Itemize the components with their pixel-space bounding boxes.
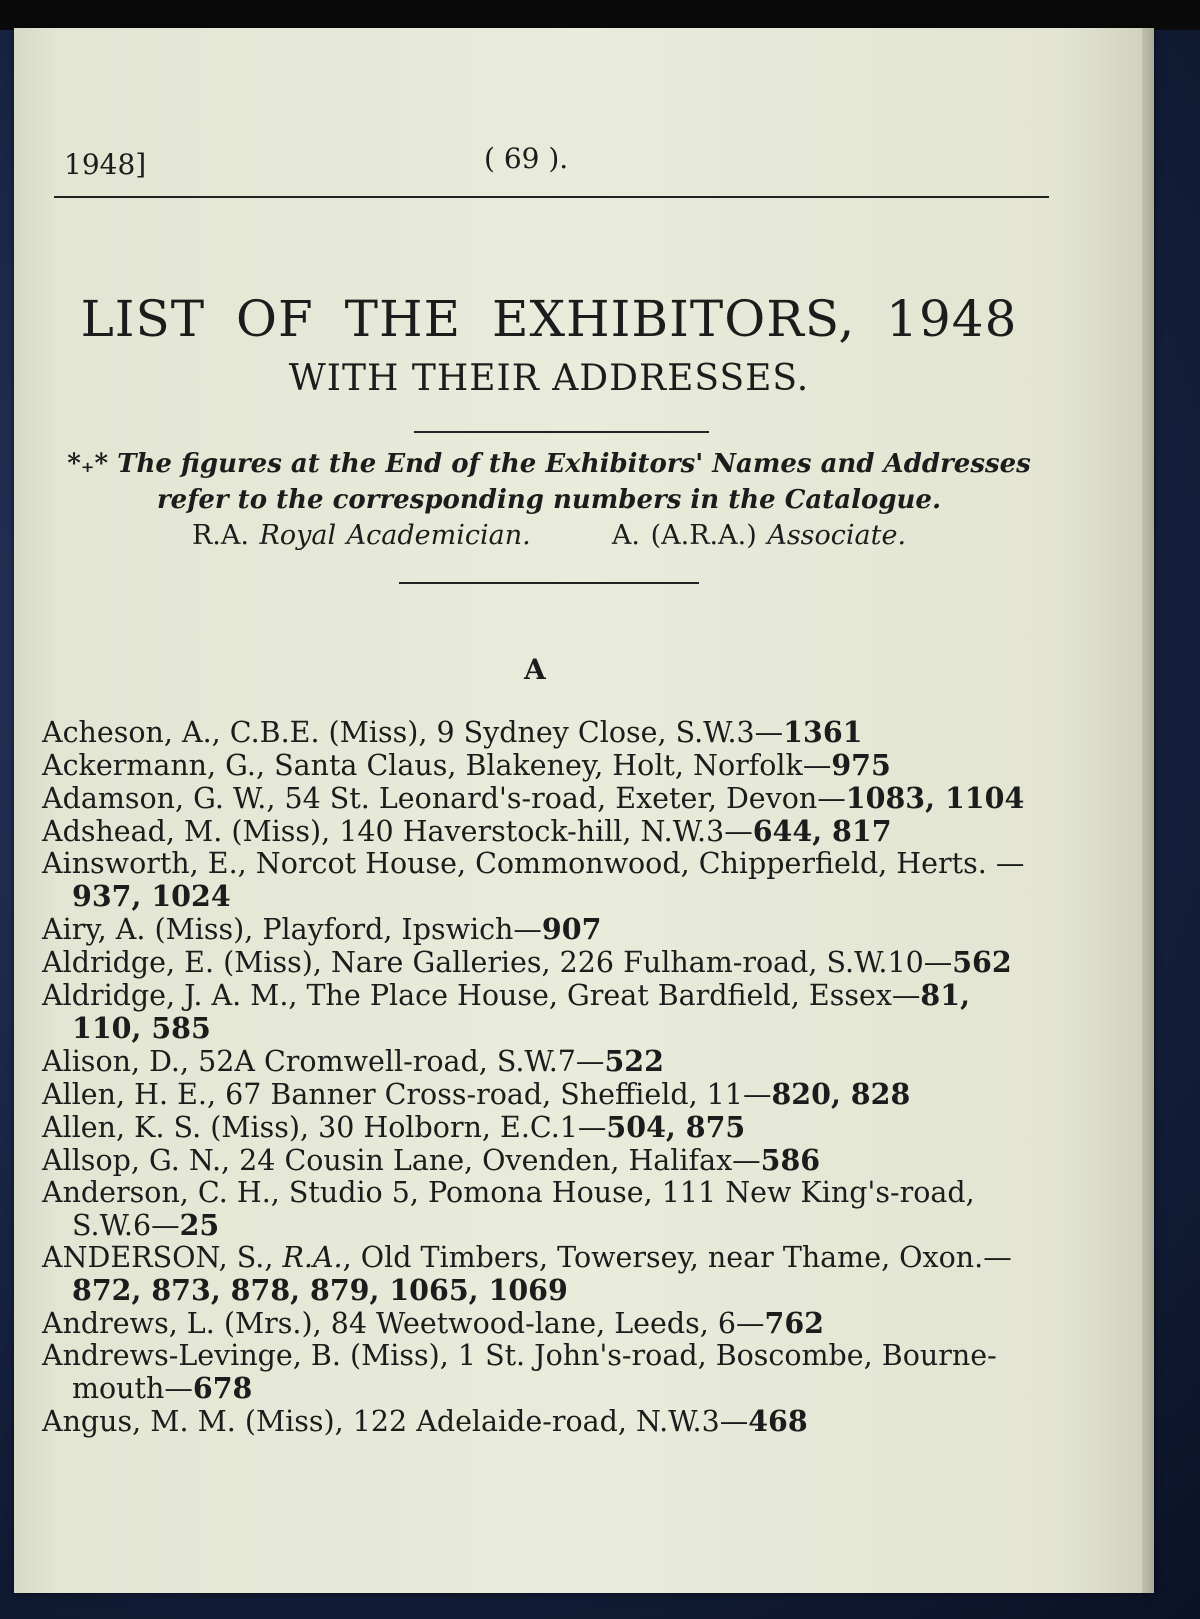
ara-text: Associate. bbox=[767, 520, 907, 551]
exhibitor-entry bbox=[42, 1144, 1042, 1177]
exhibitor-entry bbox=[42, 1307, 1042, 1340]
ra-text: Royal Academician. bbox=[259, 520, 531, 551]
note-line-2: refer to the corresponding numbers in the Catalogue. bbox=[156, 485, 942, 515]
divider-rule-2 bbox=[399, 582, 699, 584]
entry-address: Angus, M. M. (Miss), 122 Adelaide-road, N.W.3— bbox=[42, 1405, 749, 1438]
page-subtitle: WITH THEIR ADDRESSES. bbox=[288, 358, 810, 399]
exhibitor-entry bbox=[42, 848, 1042, 913]
entry-catalogue-numbers: 468 bbox=[748, 1404, 808, 1438]
entry-address: Anderson, C. H., Studio 5, Pomona House, 111 New King's-road, S.W.6— bbox=[42, 1176, 975, 1242]
exhibitor-entry bbox=[42, 815, 1042, 848]
entry-catalogue-numbers: 644, 817 bbox=[752, 814, 892, 848]
page-title: LIST OF THE EXHIBITORS, 1948 bbox=[80, 290, 1018, 348]
entry-address: Allen, H. E., 67 Banner Cross-road, Sheffield, 11— bbox=[42, 1078, 772, 1111]
catalogue-note bbox=[54, 446, 1044, 518]
entry-catalogue-numbers: 522 bbox=[604, 1044, 664, 1078]
entry-ra-title: R.A. bbox=[282, 1241, 343, 1274]
entry-address: Andrews, L. (Mrs.), 84 Weetwood-lane, Leeds, 6— bbox=[42, 1307, 765, 1340]
abbreviation-legend bbox=[54, 520, 1044, 551]
page-number: ( 69 ). bbox=[484, 142, 569, 175]
entry-catalogue-numbers: 25 bbox=[179, 1208, 220, 1242]
ra-abbr: R.A. bbox=[191, 520, 249, 551]
section-letter: A bbox=[524, 653, 546, 686]
entry-catalogue-numbers: 81, 110, 585 bbox=[72, 978, 970, 1045]
entry-address: Ackermann, G., Santa Claus, Blakeney, Holt, Norfolk— bbox=[42, 749, 832, 782]
header-rule bbox=[54, 196, 1049, 198]
entry-catalogue-numbers: 872, 873, 878, 879, 1065, 1069 bbox=[72, 1273, 568, 1307]
entry-address: Aldridge, E. (Miss), Nare Galleries, 226 Fulham-road, S.W.10— bbox=[42, 946, 953, 979]
entry-address: Andrews-Levinge, B. (Miss), 1 St. John's-road, Boscombe, Bourne-mouth— bbox=[42, 1339, 997, 1405]
running-header bbox=[54, 142, 1044, 188]
entry-catalogue-numbers: 1361 bbox=[783, 715, 863, 749]
entry-address: Adshead, M. (Miss), 140 Haverstock-hill, N.W.3— bbox=[42, 815, 753, 848]
exhibitor-entry bbox=[42, 979, 1042, 1045]
exhibitor-entry bbox=[42, 913, 1042, 946]
top-shadow bbox=[0, 0, 1200, 30]
exhibitor-entry bbox=[42, 782, 1042, 815]
entry-catalogue-numbers: 562 bbox=[952, 945, 1012, 979]
entry-address: Ainsworth, E., Norcot House, Commonwood, Chipperfield, Herts. — bbox=[42, 847, 1025, 880]
exhibitor-entry bbox=[42, 1405, 1042, 1438]
entry-catalogue-numbers: 975 bbox=[831, 748, 891, 782]
entry-catalogue-numbers: 586 bbox=[760, 1143, 821, 1177]
entry-address: Acheson, A., C.B.E. (Miss), 9 Sydney Close, S.W.3— bbox=[42, 716, 784, 749]
exhibitor-entry bbox=[42, 1242, 1042, 1307]
entry-catalogue-numbers: 1083, 1104 bbox=[845, 781, 1025, 815]
entry-catalogue-numbers: 820, 828 bbox=[771, 1077, 911, 1111]
entry-address: Allsop, G. N., 24 Cousin Lane, Ovenden, Halifax— bbox=[42, 1144, 761, 1177]
page-edge bbox=[1142, 28, 1154, 1593]
entry-address: Allen, K. S. (Miss), 30 Holborn, E.C.1— bbox=[42, 1111, 607, 1144]
exhibitor-list bbox=[42, 716, 1042, 1438]
exhibitor-entry bbox=[42, 946, 1042, 979]
entry-name: ANDERSON, S., bbox=[42, 1241, 283, 1274]
entry-address: Alison, D., 52A Cromwell-road, S.W.7— bbox=[42, 1045, 605, 1078]
exhibitor-entry bbox=[42, 1111, 1042, 1144]
exhibitor-entry bbox=[42, 1078, 1042, 1111]
entry-address: Adamson, G. W., 54 St. Leonard's-road, Exeter, Devon— bbox=[42, 782, 846, 815]
entry-catalogue-numbers: 762 bbox=[764, 1306, 824, 1340]
exhibitor-entry bbox=[42, 716, 1042, 749]
entry-catalogue-numbers: 504, 875 bbox=[606, 1110, 746, 1144]
exhibitor-entry bbox=[42, 749, 1042, 782]
entry-catalogue-numbers: 937, 1024 bbox=[72, 879, 231, 913]
entry-address: , Old Timbers, Towersey, near Thame, Oxon.— bbox=[342, 1241, 1012, 1274]
exhibitor-entry bbox=[42, 1340, 1042, 1405]
page bbox=[14, 28, 1154, 1593]
exhibitor-entry bbox=[42, 1045, 1042, 1078]
entry-catalogue-numbers: 907 bbox=[541, 912, 602, 946]
note-line-1: *₊* The figures at the End of the Exhibitors' Names and Addresses bbox=[67, 449, 1031, 479]
exhibitor-entry bbox=[42, 1177, 1042, 1242]
divider-rule bbox=[414, 431, 709, 433]
ara-abbr: A. (A.R.A.) bbox=[611, 520, 757, 551]
header-year: 1948] bbox=[64, 148, 147, 181]
entry-catalogue-numbers: 678 bbox=[192, 1371, 253, 1405]
entry-address: Aldridge, J. A. M., The Place House, Great Bardfield, Essex— bbox=[42, 979, 921, 1012]
entry-address: Airy, A. (Miss), Playford, Ipswich— bbox=[42, 913, 542, 946]
